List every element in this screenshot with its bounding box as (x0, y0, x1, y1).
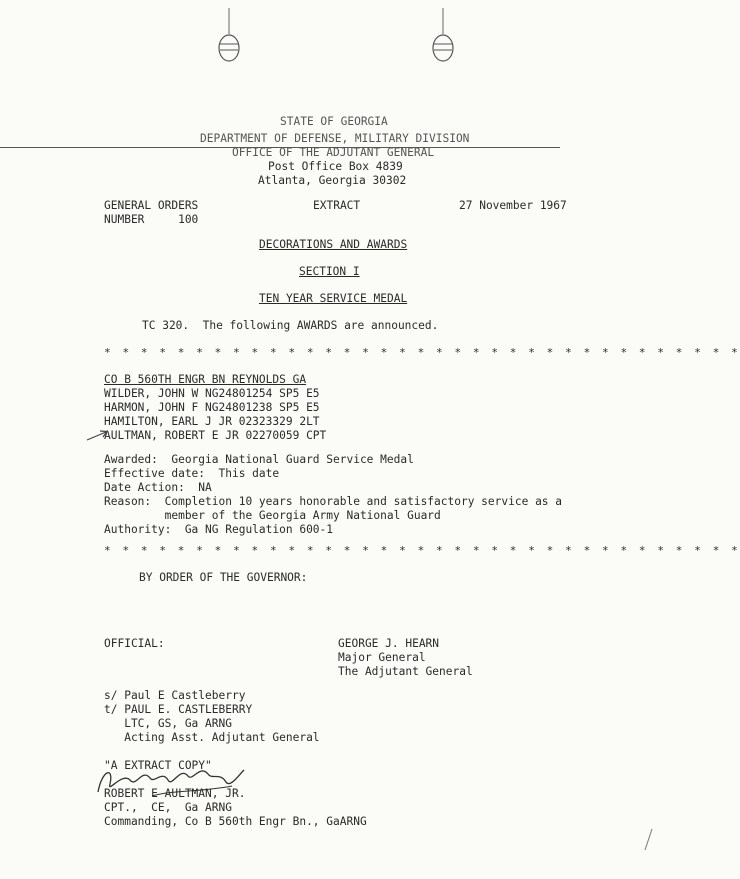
personnel-entry: AULTMAN, ROBERT E JR 02270059 CPT (104, 429, 327, 442)
extract-copy-label: "A EXTRACT COPY" (104, 759, 212, 772)
reason-continuation: member of the Georgia Army National Guard (104, 509, 441, 522)
official-label: OFFICIAL: (104, 637, 165, 650)
heading-decorations: DECORATIONS AND AWARDS (259, 238, 408, 251)
authentication-title: Acting Asst. Adjutant General (104, 731, 320, 744)
by-order-line: BY ORDER OF THE GOVERNOR: (139, 571, 308, 584)
letterhead-box: Post Office Box 4839 (268, 160, 403, 173)
personnel-entry: HAMILTON, EARL J JR 02323329 2LT (104, 415, 320, 428)
letterhead-city: Atlanta, Georgia 30302 (258, 174, 407, 187)
asterisk-separator: * * * * * * * * * * * * * * * * * * * * * * * * * * * * * * * * * * * (104, 346, 740, 359)
signatory-title: The Adjutant General (338, 665, 473, 678)
certifier-rank: CPT., CE, Ga ARNG (104, 801, 232, 814)
signatory-rank: Major General (338, 651, 426, 664)
authentication-signed: s/ Paul E Castleberry (104, 689, 246, 702)
letterhead-office: OFFICE OF THE ADJUTANT GENERAL (232, 146, 435, 159)
certifier-command: Commanding, Co B 560th Engr Bn., GaARNG (104, 815, 367, 828)
signatory-name: GEORGE J. HEARN (338, 637, 440, 650)
heading-medal: TEN YEAR SERVICE MEDAL (259, 292, 408, 305)
order-date: 27 November 1967 (459, 199, 567, 212)
certifier-name: ROBERT E AULTMAN, JR. (104, 787, 246, 800)
general-orders-label: GENERAL ORDERS (104, 199, 199, 212)
letterhead-state: STATE OF GEORGIA (280, 115, 388, 128)
effective-date-line: Effective date: This date (104, 467, 280, 480)
heading-section: SECTION I (299, 265, 360, 278)
authority-line: Authority: Ga NG Regulation 600-1 (104, 523, 334, 536)
binder-clip-icon (214, 8, 244, 68)
awarded-line: Awarded: Georgia National Guard Service Medal (104, 453, 414, 466)
extract-label: EXTRACT (313, 199, 361, 212)
intro-line: TC 320. The following AWARDS are announced. (142, 319, 439, 332)
binder-clip-icon (428, 8, 458, 68)
personnel-entry: WILDER, JOHN W NG24801254 SP5 E5 (104, 387, 320, 400)
authentication-typed: t/ PAUL E. CASTLEBERRY (104, 703, 253, 716)
general-orders-number: NUMBER 100 (104, 213, 199, 226)
personnel-entry: HARMON, JOHN F NG24801238 SP5 E5 (104, 401, 320, 414)
arrow-mark-icon (86, 428, 110, 442)
letterhead-department: DEPARTMENT OF DEFENSE, MILITARY DIVISION (200, 132, 470, 145)
date-action-line: Date Action: NA (104, 481, 212, 494)
unit-heading: CO B 560TH ENGR BN REYNOLDS GA (104, 373, 307, 386)
pen-mark (642, 828, 654, 852)
asterisk-separator: * * * * * * * * * * * * * * * * * * * * * * * * * * * * * * * * * * * (104, 544, 740, 557)
authentication-rank: LTC, GS, Ga ARNG (104, 717, 232, 730)
reason-line: Reason: Completion 10 years honorable and satisfactory service as a (104, 495, 563, 508)
